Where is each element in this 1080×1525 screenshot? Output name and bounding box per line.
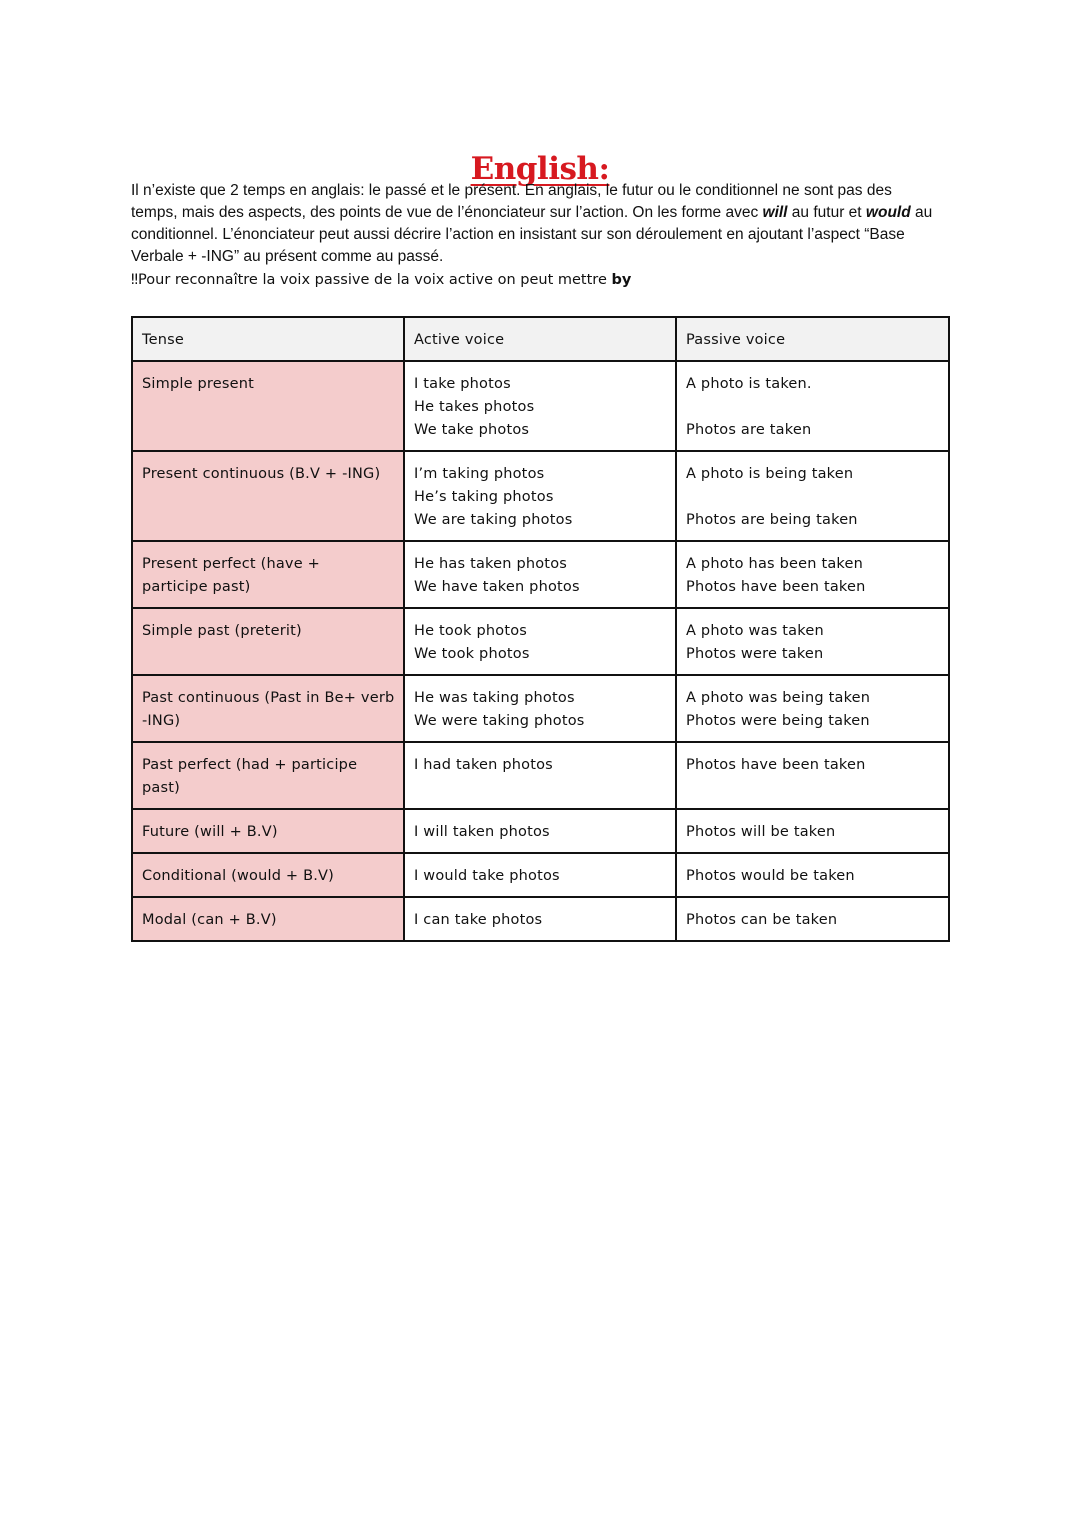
cell-line: We took photos: [414, 646, 530, 662]
cell-line: Photos will be taken: [686, 824, 836, 840]
cell-line: -ING): [142, 713, 181, 729]
intro-keyword-would: would: [865, 204, 911, 221]
table-row: [132, 742, 949, 809]
passive-voice-cell: [676, 809, 949, 853]
tense-cell: [132, 541, 404, 608]
active-voice-cell: [404, 742, 676, 809]
active-voice-cell: [404, 541, 676, 608]
active-voice-cell: [404, 608, 676, 675]
passive-voice-cell: [676, 742, 949, 809]
cell-line: I take photos: [414, 376, 511, 392]
cell-line: Photos can be taken: [686, 912, 838, 928]
cell-line: We take photos: [414, 422, 530, 438]
cell-line: Modal (can + B.V): [142, 912, 277, 928]
cell-line: He was taking photos: [414, 690, 575, 706]
intro-paragraph: [131, 180, 941, 268]
cell-line: past): [142, 780, 180, 796]
passive-voice-cell: [676, 451, 949, 541]
table-row: [132, 853, 949, 897]
cell-line: Photos are being taken: [686, 512, 858, 528]
table-body: [132, 361, 949, 941]
tense-cell: [132, 608, 404, 675]
active-voice-cell: [404, 675, 676, 742]
cell-line: A photo was taken: [686, 623, 824, 639]
passive-voice-cell: [676, 361, 949, 451]
intro-text-3: au conditionnel. L’énonciateur peut aussi décrire l’action en insistant sur son déroulement en ajoutant l’aspect “Base Verbale + -ING” au présent comme au passé.: [131, 204, 933, 265]
active-voice-cell: [404, 809, 676, 853]
tense-cell: [132, 897, 404, 941]
tip-text: ‼Pour reconnaître la voix passive de la voix active on peut mettre: [131, 272, 612, 288]
active-voice-cell: [404, 853, 676, 897]
cell-line: Simple past (preterit): [142, 623, 302, 639]
tense-cell: [132, 675, 404, 742]
table-header-row: [132, 317, 949, 361]
cell-line: participe past): [142, 579, 251, 595]
passive-voice-cell: [676, 608, 949, 675]
active-voice-cell: [404, 361, 676, 451]
intro-text-1: Il n’existe que 2 temps en anglais: le passé et le présent. En anglais, le futur ou le conditionnel ne sont pas des temps, mais des aspects, des points de vue de l’énonciateur sur l’action. On les forme avec: [131, 182, 892, 221]
header-passive-voice: Passive voice: [676, 317, 949, 361]
cell-line: I will taken photos: [414, 824, 550, 840]
cell-line: I had taken photos: [414, 757, 553, 773]
cell-line: I would take photos: [414, 868, 560, 884]
page-title: English:: [470, 150, 610, 187]
cell-line: We have taken photos: [414, 579, 580, 595]
cell-line: Present continuous (B.V + -ING): [142, 466, 381, 482]
cell-line: [686, 486, 939, 509]
cell-line: We are taking photos: [414, 512, 573, 528]
table-row: [132, 675, 949, 742]
tense-cell: [132, 361, 404, 451]
table-row: [132, 451, 949, 541]
table-row: [132, 897, 949, 941]
passive-voice-cell: [676, 675, 949, 742]
tense-voice-table: [131, 316, 950, 942]
cell-line: Photos were being taken: [686, 713, 870, 729]
table-row: [132, 361, 949, 451]
cell-line: He’s taking photos: [414, 489, 554, 505]
passive-voice-cell: [676, 853, 949, 897]
cell-line: Conditional (would + B.V): [142, 868, 335, 884]
cell-line: We were taking photos: [414, 713, 585, 729]
header-active-voice: Active voice: [404, 317, 676, 361]
active-voice-cell: [404, 897, 676, 941]
active-voice-cell: [404, 451, 676, 541]
cell-line: He has taken photos: [414, 556, 568, 572]
intro-text-2: au futur et: [787, 204, 866, 221]
cell-line: [686, 396, 939, 419]
cell-line: I’m taking photos: [414, 466, 545, 482]
cell-line: Future (will + B.V): [142, 824, 278, 840]
cell-line: Past continuous (Past in Be+ verb: [142, 690, 395, 706]
cell-line: He took photos: [414, 623, 528, 639]
tense-cell: [132, 809, 404, 853]
cell-line: A photo was being taken: [686, 690, 871, 706]
cell-line: Photos were taken: [686, 646, 824, 662]
passive-voice-cell: [676, 541, 949, 608]
cell-line: A photo has been taken: [686, 556, 864, 572]
cell-line: Photos have been taken: [686, 579, 866, 595]
table-row: [132, 541, 949, 608]
cell-line: Photos would be taken: [686, 868, 855, 884]
cell-line: Photos have been taken: [686, 757, 866, 773]
tense-cell: [132, 853, 404, 897]
cell-line: A photo is taken.: [686, 376, 812, 392]
header-tense: Tense: [132, 317, 404, 361]
cell-line: He takes photos: [414, 399, 535, 415]
cell-line: A photo is being taken: [686, 466, 854, 482]
cell-line: Present perfect (have +: [142, 556, 320, 572]
tense-cell: [132, 451, 404, 541]
table-row: [132, 608, 949, 675]
tip-keyword-by: by: [611, 272, 632, 288]
table-row: [132, 809, 949, 853]
cell-line: I can take photos: [414, 912, 543, 928]
cell-line: Simple present: [142, 376, 255, 392]
passive-voice-tip: [131, 269, 941, 291]
passive-voice-cell: [676, 897, 949, 941]
intro-keyword-will: will: [762, 204, 788, 221]
cell-line: Photos are taken: [686, 422, 812, 438]
cell-line: Past perfect (had + participe: [142, 757, 358, 773]
tense-cell: [132, 742, 404, 809]
